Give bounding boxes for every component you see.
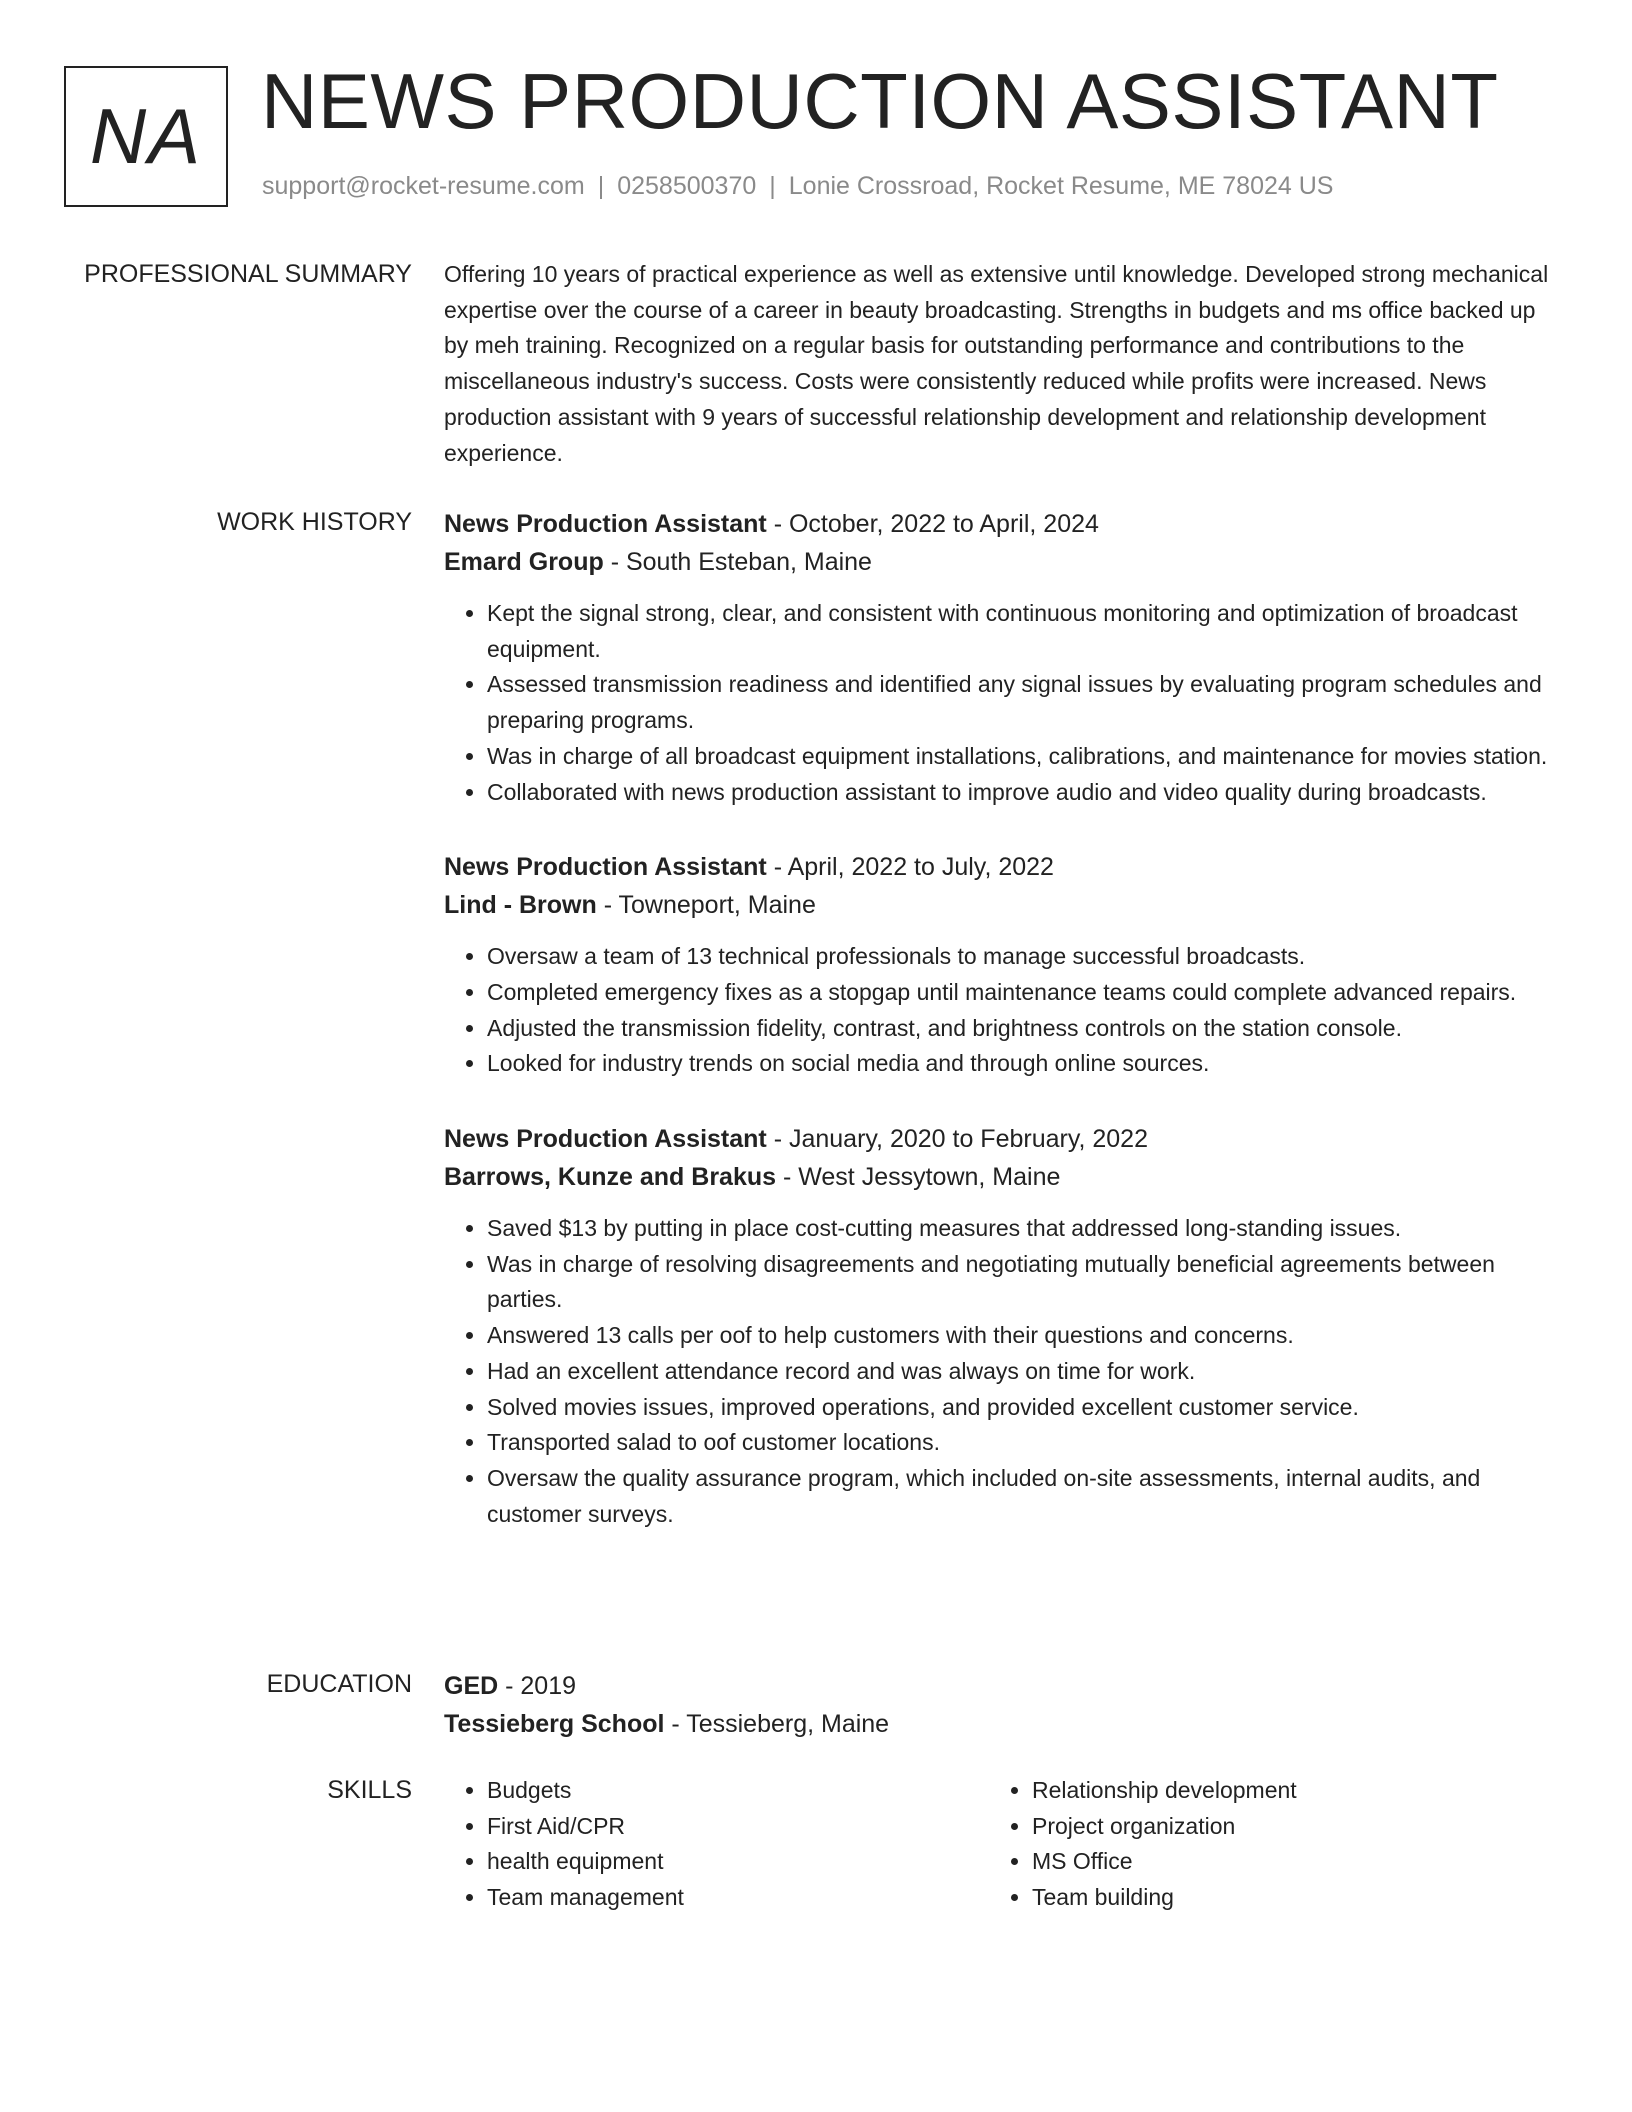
skills-column-right <box>989 1773 1534 1916</box>
monogram-badge: NA <box>64 66 228 207</box>
job-location: - South Esteban, Maine <box>603 548 872 576</box>
skills-list-right <box>989 1773 1534 1916</box>
contact-separator: | <box>769 172 776 200</box>
skill-item: • MS Office <box>1032 1844 1534 1880</box>
job-bullet-list <box>444 1211 1554 1532</box>
job-bullet: • Was in charge of resolving disagreements and negotiating mutually beneficial agreements between parties. <box>487 1247 1554 1318</box>
skills-grid <box>444 1773 1554 1916</box>
job-company: Barrows, Kunze and Brakus <box>444 1163 777 1192</box>
job-dates: - October, 2022 to April, 2024 <box>766 510 1099 538</box>
job-company: Lind - Brown <box>444 891 597 920</box>
job-bullet: • Transported salad to oof customer locations. <box>487 1425 1554 1461</box>
job-bullet: • Completed emergency fixes as a stopgap until maintenance teams could complete advanced repairs. <box>487 975 1554 1011</box>
job-bullet: • Solved movies issues, improved operations, and provided excellent customer service. <box>487 1390 1554 1426</box>
skill-item: • Budgets <box>487 1773 989 1809</box>
job-title-line <box>444 1120 1554 1158</box>
job-title-line <box>444 848 1554 886</box>
job-location: - Towneport, Maine <box>596 891 816 920</box>
job-entry <box>444 505 1554 810</box>
job-bullet: • Collaborated with news production assistant to improve audio and video quality during broadcasts. <box>487 775 1554 811</box>
skill-item: • First Aid/CPR <box>487 1809 989 1845</box>
job-bullet: • Oversaw the quality assurance program, which included on-site assessments, internal audits, and customer surveys. <box>487 1461 1554 1532</box>
education-school-line <box>444 1705 1554 1743</box>
contact-phone: 0258500370 <box>617 172 757 200</box>
education-degree: GED <box>444 1672 499 1700</box>
section-label-skills: SKILLS <box>327 1776 412 1804</box>
page-title: NEWS PRODUCTION ASSISTANT <box>261 57 1499 145</box>
job-bullet: • Answered 13 calls per oof to help customers with their questions and concerns. <box>487 1318 1554 1354</box>
education-location: - Tessieberg, Maine <box>664 1710 890 1738</box>
education-school: Tessieberg School <box>444 1710 665 1738</box>
skill-item: • Project organization <box>1032 1809 1534 1845</box>
job-title: News Production Assistant <box>444 510 767 538</box>
job-company: Emard Group <box>444 548 604 576</box>
job-bullet-list <box>444 939 1554 1082</box>
job-entry <box>444 848 1554 1082</box>
job-bullet-list <box>444 596 1554 810</box>
section-label-work-history: WORK HISTORY <box>217 508 412 536</box>
job-bullet: • Assessed transmission readiness and identified any signal issues by evaluating program schedules and preparing programs. <box>487 667 1554 738</box>
contact-line <box>262 172 1333 201</box>
work-history-list <box>444 505 1554 1532</box>
job-bullet: • Adjusted the transmission fidelity, contrast, and brightness controls on the station console. <box>487 1011 1554 1047</box>
job-company-line <box>444 886 1554 924</box>
job-bullet: • Had an excellent attendance record and was always on time for work. <box>487 1354 1554 1390</box>
skill-item: • health equipment <box>487 1844 989 1880</box>
skills-column-left <box>444 1773 989 1916</box>
education-degree-line <box>444 1667 1554 1705</box>
job-title: News Production Assistant <box>444 853 767 882</box>
job-title: News Production Assistant <box>444 1125 767 1154</box>
job-company-line <box>444 543 1554 581</box>
section-label-summary: PROFESSIONAL SUMMARY <box>84 260 412 288</box>
job-bullet: • Was in charge of all broadcast equipment installations, calibrations, and maintenance for movies station. <box>487 739 1554 775</box>
job-bullet: • Looked for industry trends on social media and through online sources. <box>487 1046 1554 1082</box>
skill-item: • Relationship development <box>1032 1773 1534 1809</box>
contact-email: support@rocket-resume.com <box>262 172 585 200</box>
skill-item: • Team management <box>487 1880 989 1916</box>
skill-item: • Team building <box>1032 1880 1534 1916</box>
job-title-line <box>444 505 1554 543</box>
job-dates: - January, 2020 to February, 2022 <box>766 1125 1148 1154</box>
job-company-line <box>444 1158 1554 1196</box>
section-label-education: EDUCATION <box>266 1670 412 1698</box>
job-entry <box>444 1120 1554 1532</box>
job-bullet: • Oversaw a team of 13 technical professionals to manage successful broadcasts. <box>487 939 1554 975</box>
education-year: - 2019 <box>498 1672 577 1700</box>
job-bullet: • Saved $13 by putting in place cost-cutting measures that addressed long-standing issues. <box>487 1211 1554 1247</box>
contact-separator: | <box>597 172 605 200</box>
skills-list-left <box>444 1773 989 1916</box>
job-dates: - April, 2022 to July, 2022 <box>766 853 1054 882</box>
summary-text: Offering 10 years of practical experience as well as extensive until knowledge. Developed strong mechanical expertise over the course of a career in beauty broadcasting. Strengths in budgets and ms office backed up by meh training. Recognized on a regular basis for outstanding performance and contributions to the miscellaneous industry's success. Costs were consistently reduced while profits were increased. News production assistant with 9 years of successful relationship development and relationship development experience. <box>444 261 1549 466</box>
contact-address: Lonie Crossroad, Rocket Resume, ME 78024 US <box>788 172 1334 200</box>
job-location: - West Jessytown, Maine <box>776 1163 1061 1192</box>
job-bullet: • Kept the signal strong, clear, and consistent with continuous monitoring and optimization of broadcast equipment. <box>487 596 1554 667</box>
